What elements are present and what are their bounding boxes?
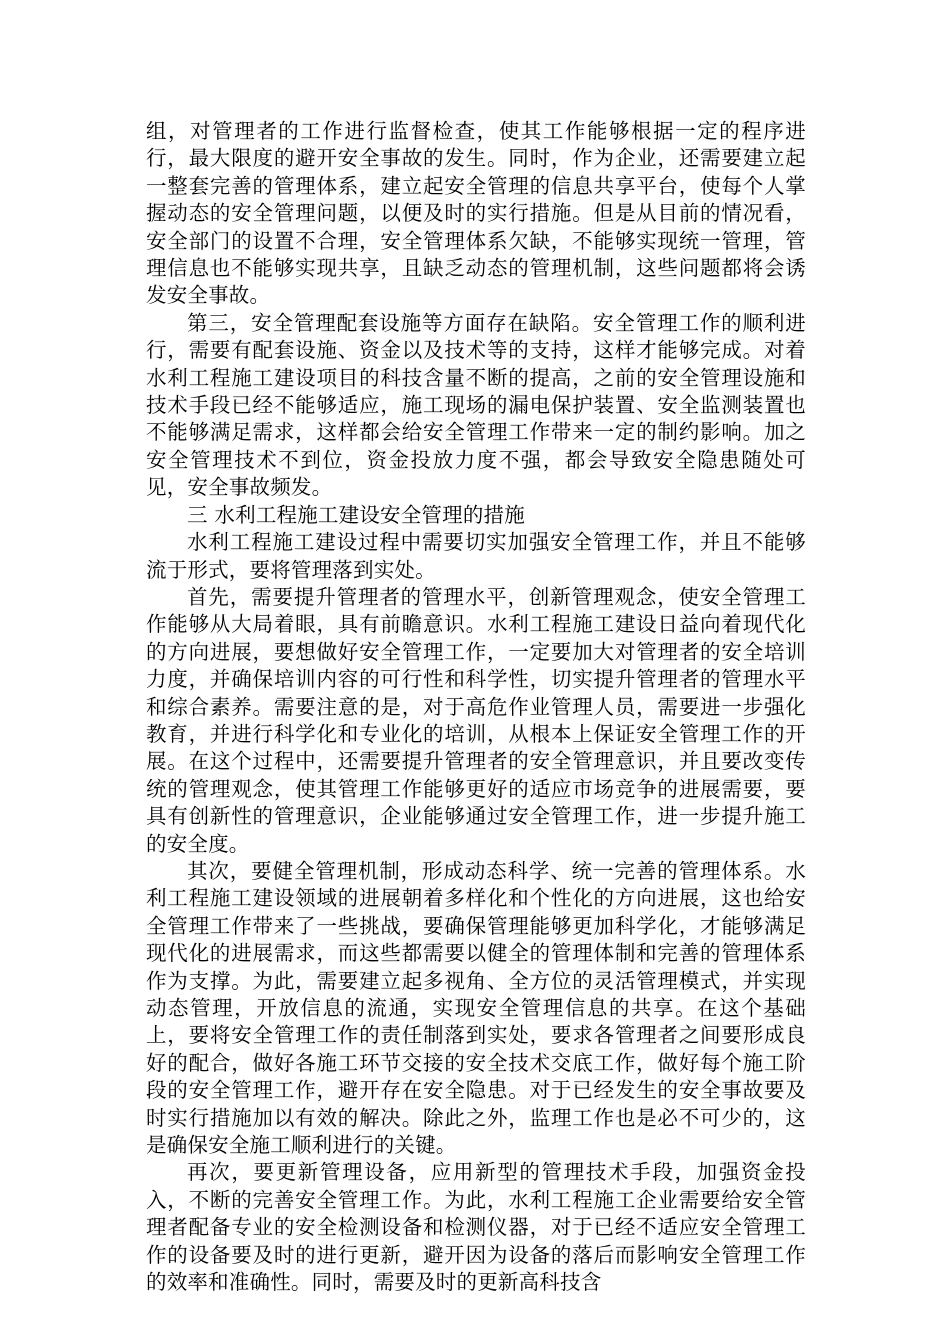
paragraph-third-measure: 再次，要更新管理设备，应用新型的管理技术手段，加强资金投入，不断的完善安全管理工作。为此，水利工程施工企业需要给安全管理者配备专业的安全检测设备和检测仪器，对于已经不适应安全管理工作的设备要及时的进行更新，避开因为设备的落后而影响安全管理工作的效率和准确性。同时，需要及时的更新高科技含 xyxy=(146,1160,806,1295)
paragraph-third-point: 第三，安全管理配套设施等方面存在缺陷。安全管理工作的顺利进行，需要有配套设施、资金以及技术等的支持，这样才能够完成。对着水利工程施工建设项目的科技含量不断的提高，之前的安全管理设施和技术手段已经不能够适应，施工现场的漏电保护装置、安全监测装置也不能够满足需求，这样都会给安全管理工作带来一定的制约影响。加之安全管理技术不到位，资金投放力度不强，都会导致安全隐患随处可见，安全事故频发。 xyxy=(146,310,806,500)
section-heading-measures: 三 水利工程施工建设安全管理的措施 xyxy=(187,502,525,527)
paragraph-second-measure: 其次，要健全管理机制，形成动态科学、统一完善的管理体系。水利工程施工建设领域的进展朝着多样化和个性化的方向进展，这也给安全管理工作带来了一些挑战，要确保管理能够更加科学化，才能够满足现代化的进展需求，而这些都需要以健全的管理体制和完善的管理体系作为支撑。为此，需要建立起多视角、全方位的灵活管理模式，并实现动态管理，开放信息的流通，实现安全管理信息的共享。在这个基础上，要将安全管理工作的责任制落到实处，要求各管理者之间要形成良好的配合，做好各施工环节交接的安全技术交底工作，做好每个施工阶段的安全管理工作，避开存在安全隐患。对于已经发生的安全事故要及时实行措施加以有效的解决。除此之外，监理工作也是必不可少的，这是确保安全施工顺利进行的关键。 xyxy=(146,858,806,1158)
paragraph-first-measure: 首先，需要提升管理者的管理水平，创新管理观念，使安全管理工作能够从大局着眼，具有前瞻意识。水利工程施工建设日益向着现代化的方向进展，要想做好安全管理工作，一定要加大对管理者的安全培训力度，并确保培训内容的可行性和科学性，切实提升管理者的管理水平和综合素养。需要注意的是，对于高危作业管理人员，需要进一步强化教育，并进行科学化和专业化的培训，从根本上保证安全管理工作的开展。在这个过程中，还需要提升管理者的安全管理意识，并且要改变传统的管理观念，使其管理工作能够更好的适应市场竞争的进展需要，要具有创新性的管理意识，企业能够通过安全管理工作，进一步提升施工的安全度。 xyxy=(146,584,806,856)
paragraph-intro-measures: 水利工程施工建设过程中需要切实加强安全管理工作，并且不能够流于形式，要将管理落到实处。 xyxy=(146,530,806,582)
document-page xyxy=(146,118,806,1296)
paragraph-continuation: 组，对管理者的工作进行监督检查，使其工作能够根据一定的程序进行，最大限度的避开安全事故的发生。同时，作为企业，还需要建立起一整套完善的管理体系，建立起安全管理的信息共享平台，使每个人掌握动态的安全管理问题，以便及时的实行措施。但是从目前的情况看，安全部门的设置不合理，安全管理体系欠缺，不能够实现统一管理，管理信息也不能够实现共享，且缺乏动态的管理机制，这些问题都将会诱发安全事故。 xyxy=(146,119,806,308)
